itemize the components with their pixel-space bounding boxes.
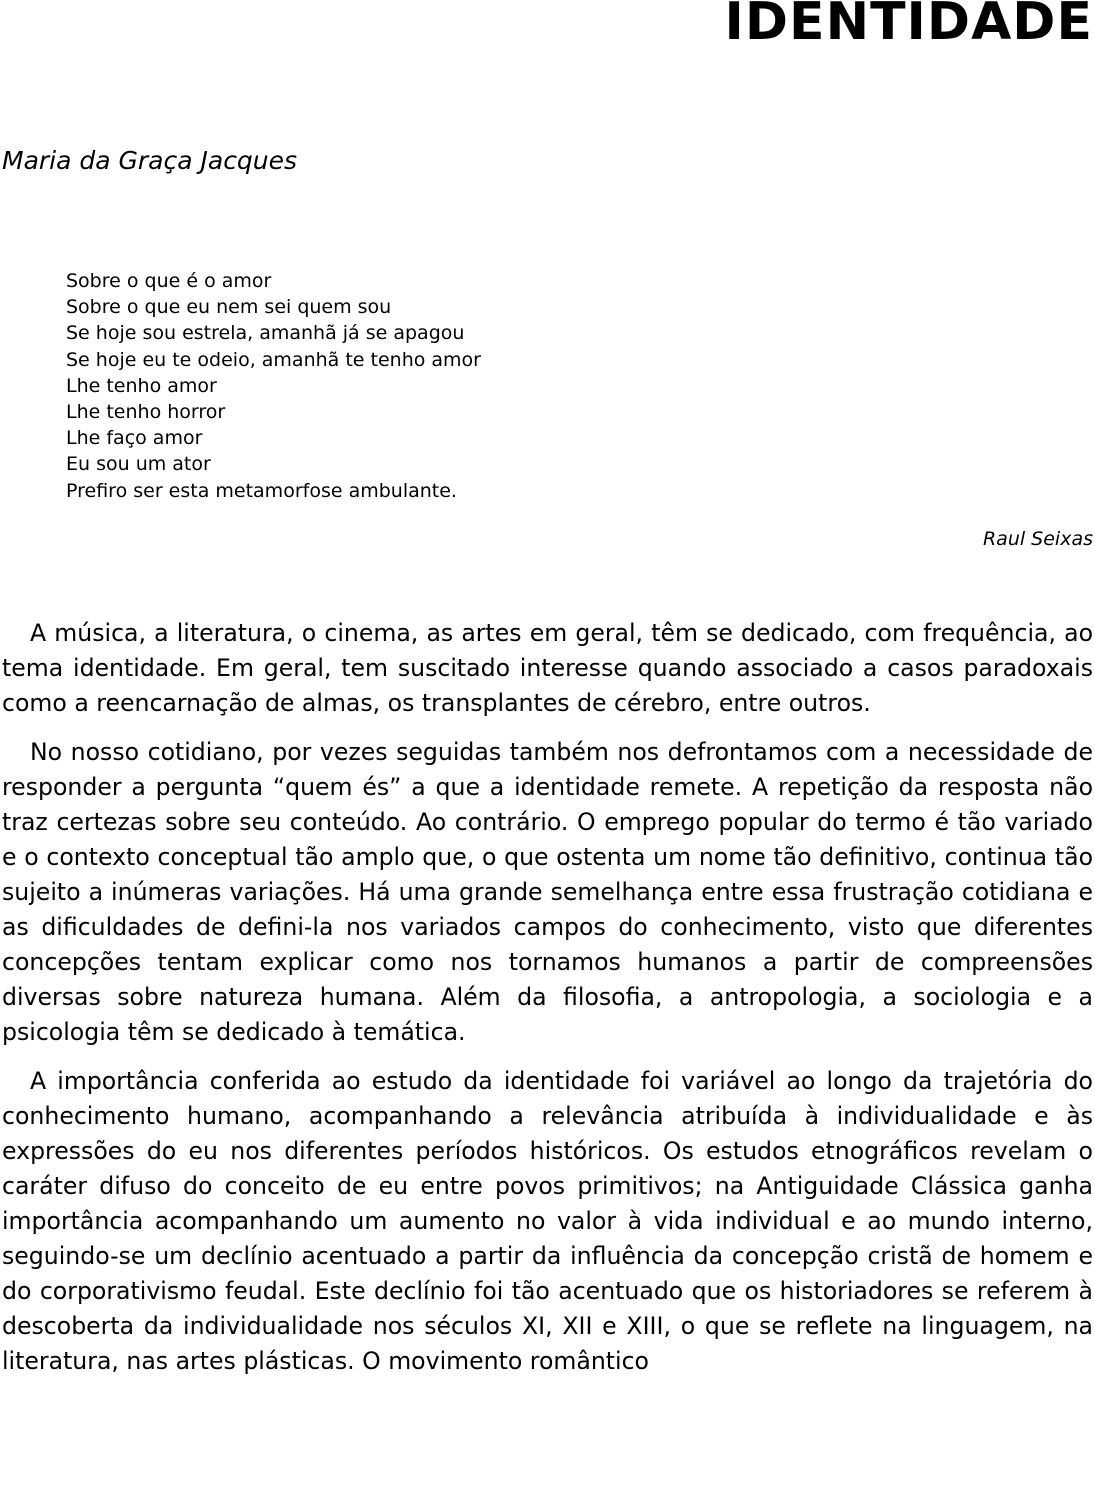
epigraph-line: Prefiro ser esta metamorfose ambulante.: [66, 479, 457, 502]
epigraph-poem: [66, 268, 481, 504]
epigraph-line: Se hoje sou estrela, amanhã já se apagou: [66, 322, 465, 345]
epigraph-line: Eu sou um ator: [66, 453, 211, 476]
epigraph-line: Sobre o que é o amor: [66, 270, 272, 292]
epigraph-line: Lhe tenho amor: [66, 374, 217, 397]
body-paragraph: A importância conferida ao estudo da identidade foi variável ao longo da trajetória do conhecimento humano, acompanhando a relevância atribuída à individualidade e às expressões do eu nos diferentes períodos históricos. Os estudos etnográficos revelam o caráter difuso do conceito de eu entre povos primitivos; na Antiguidade Clássica ganha importância acompanhando um aumento no valor à vida individual e ao mundo interno, seguindo-se um declínio acentuado a partir da influência da concepção cristã de homem e do corporativismo feudal. Este declínio foi tão acentuado que os historiadores se referem à descoberta da individualidade nos séculos XI, XII e XIII, o que se reflete na linguagem, na literatura, nas artes plásticas. O movimento romântico: [2, 1067, 1093, 1375]
document-title: IDENTIDADE: [724, 0, 1093, 52]
author-name: Maria da Graça Jacques: [2, 146, 298, 175]
body-paragraph: No nosso cotidiano, por vezes seguidas também nos defrontamos com a necessidade de responder a pergunta “quem és” a que a identidade remete. A repetição da resposta não traz certezas sobre seu conteúdo. Ao contrário. O emprego popular do termo é tão variado e o contexto conceptual tão amplo que, o que ostenta um nome tão definitivo, continua tão sujeito a inúmeras variações. Há uma grande semelhança entre essa frustração cotidiana e as dificuldades de defini-la nos variados campos do conhecimento, visto que diferentes concepções tentam explicar como nos tornamos humanos a partir de compreensões diversas sobre natureza humana. Além da filosofia, a antropologia, a sociologia e a psicologia têm se dedicado à temática.: [2, 738, 1093, 1046]
epigraph-line: Se hoje eu te odeio, amanhã te tenho amor: [66, 348, 481, 371]
body-paragraph: A música, a literatura, o cinema, as artes em geral, têm se dedicado, com frequência, ao tema identidade. Em geral, tem suscitado interesse quando associado a casos paradoxais como a reencarnação de almas, os transplantes de cérebro, entre outros.: [2, 619, 1093, 717]
epigraph-line: Sobre o que eu nem sei quem sou: [66, 296, 392, 319]
epigraph-source: Raul Seixas: [982, 528, 1093, 550]
body-text: [2, 616, 1093, 1393]
epigraph-line: Lhe faço amor: [66, 427, 203, 450]
epigraph-line: Lhe tenho horror: [66, 401, 226, 424]
